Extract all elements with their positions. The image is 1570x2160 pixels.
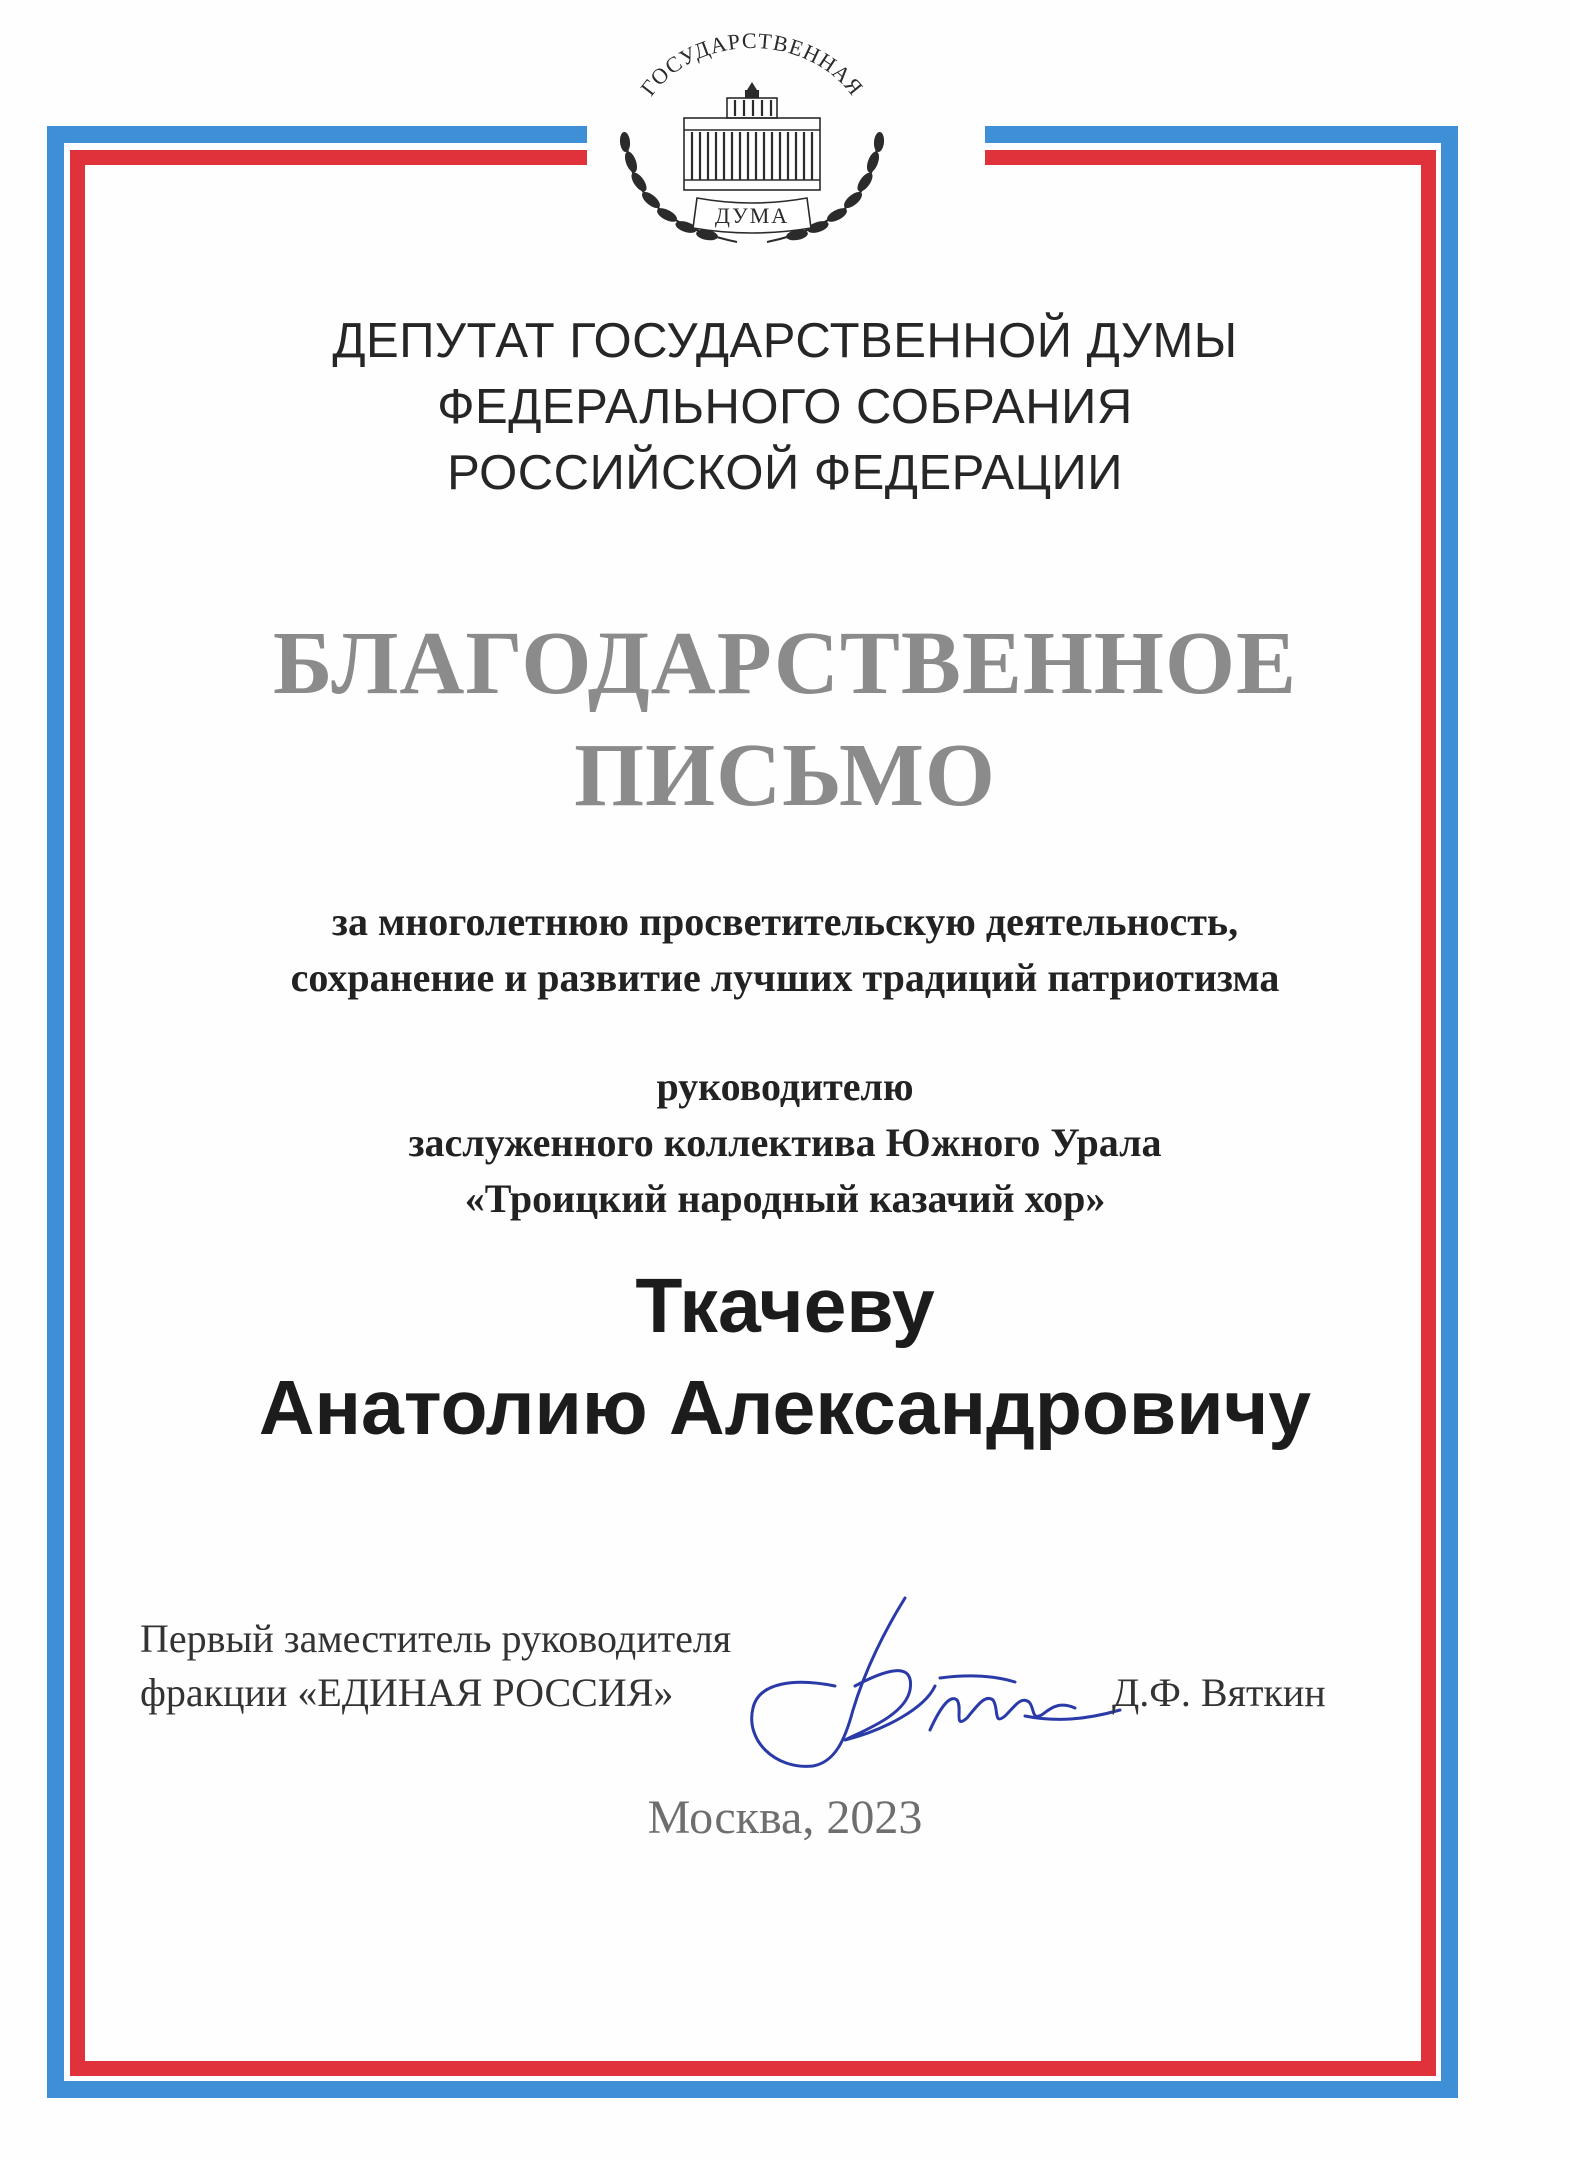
- header-line: ДЕПУТАТ ГОСУДАРСТВЕННОЙ ДУМЫ: [332, 314, 1238, 368]
- frame-blue-top-left: [47, 126, 587, 143]
- recipient-name: [110, 1255, 1460, 1459]
- emblem-arc-text: ГОСУДАРСТВЕННАЯ: [635, 30, 869, 101]
- signer-position-line: фракции «ЕДИНАЯ РОССИЯ»: [140, 1670, 674, 1715]
- recipient-line: руководителю: [656, 1064, 914, 1109]
- place-and-date: Москва, 2023: [647, 1791, 923, 1844]
- recipient-line: «Троицкий народный казачий хор»: [464, 1176, 1106, 1221]
- signer-position: [140, 1612, 731, 1720]
- frame-red-left: [70, 150, 85, 2076]
- recipient-line: заслуженного коллектива Южного Урала: [408, 1120, 1162, 1165]
- frame-blue-right: [1441, 126, 1458, 2098]
- name-line: Анатолию Александровичу: [258, 1365, 1312, 1451]
- recipient-description: [130, 1059, 1440, 1227]
- issuer-header: [150, 308, 1420, 506]
- title-line: ПИСЬМО: [574, 726, 996, 825]
- emblem-bottom-text: ДУМА: [714, 203, 790, 228]
- header-line: РОССИЙСКОЙ ФЕДЕРАЦИИ: [447, 446, 1123, 500]
- document-title: [150, 608, 1420, 832]
- frame-blue-bottom: [47, 2081, 1458, 2098]
- award-reason: [130, 894, 1440, 1006]
- name-line: Ткачеву: [635, 1263, 935, 1349]
- frame-red-bottom: [70, 2061, 1436, 2076]
- signer-name: Д.Ф. Вяткин: [1112, 1670, 1326, 1715]
- frame-red-top-right: [985, 150, 1436, 165]
- frame-red-top-left: [70, 150, 587, 165]
- reason-line: за многолетнюю просветительскую деятельность,: [331, 899, 1239, 944]
- frame-blue-top-right: [985, 126, 1458, 143]
- header-line: ФЕДЕРАЛЬНОГО СОБРАНИЯ: [437, 380, 1133, 434]
- title-line: БЛАГОДАРСТВЕННОЕ: [273, 614, 1297, 713]
- duma-emblem-icon: [587, 30, 917, 260]
- signer-position-line: Первый заместитель руководителя: [140, 1616, 732, 1661]
- reason-line: сохранение и развитие лучших традиций патриотизма: [290, 955, 1280, 1000]
- frame-blue-left: [47, 126, 64, 2098]
- handwritten-signature: [735, 1590, 1135, 1790]
